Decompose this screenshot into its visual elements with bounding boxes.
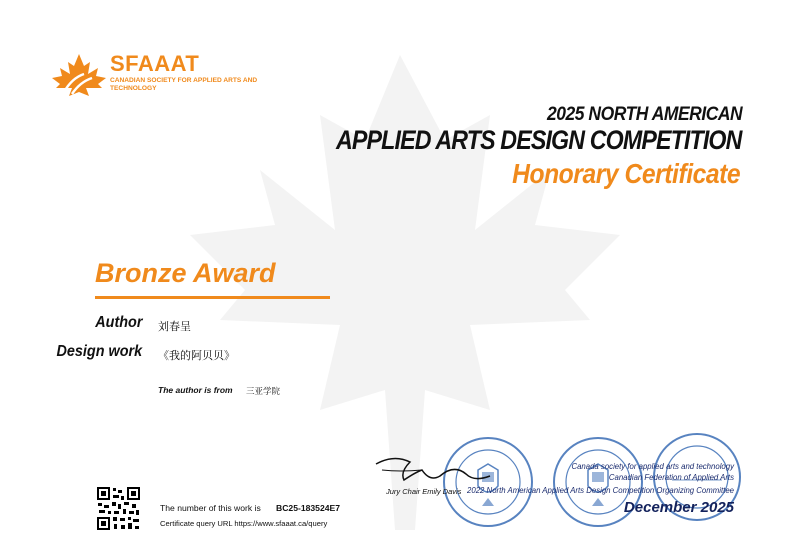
author-label: Author (94, 314, 142, 331)
design-work-label: Design work (56, 343, 142, 360)
organization-logo (50, 50, 258, 102)
organization-full-name: CANADIAN SOCIETY FOR APPLIED ARTS AND TECHNOLOGY (110, 77, 258, 92)
seal-text-committee: 2022 North American Applied Arts Design Competition Organizing Committee (467, 486, 734, 495)
competition-year-region: 2025 NORTH AMERICAN (546, 104, 742, 125)
award-title: Bronze Award (95, 258, 276, 288)
competition-title: APPLIED ARTS DESIGN COMPETITION (336, 125, 742, 155)
author-from-value: 三亚学院 (246, 387, 281, 397)
maple-leaf-logo-icon (50, 52, 106, 98)
signature-icon (370, 452, 495, 490)
certificate-date: December 2025 (623, 499, 734, 516)
work-number-label: The number of this work is (160, 503, 261, 513)
design-work-value: 《我的阿贝贝》 (158, 349, 235, 362)
seal-text-society: Canada society for applied arts and technology (571, 462, 734, 471)
author-from-label: The author is from (158, 385, 233, 395)
qr-code-icon (96, 486, 141, 531)
author-value: 刘春呈 (158, 320, 191, 333)
organization-name: SFAAAT (110, 51, 200, 76)
certificate-type: Honorary Certificate (511, 158, 740, 189)
work-number-value: BC25-183524E7 (276, 503, 341, 513)
certificate-query-url: Certificate query URL https://www.sfaaat.ca/query (160, 519, 328, 528)
award-underline (95, 296, 330, 299)
signature-label: Jury Chair Emily Davis (386, 487, 462, 496)
seal-text-federation: Canadian Federation of Applied Arts (608, 473, 734, 482)
